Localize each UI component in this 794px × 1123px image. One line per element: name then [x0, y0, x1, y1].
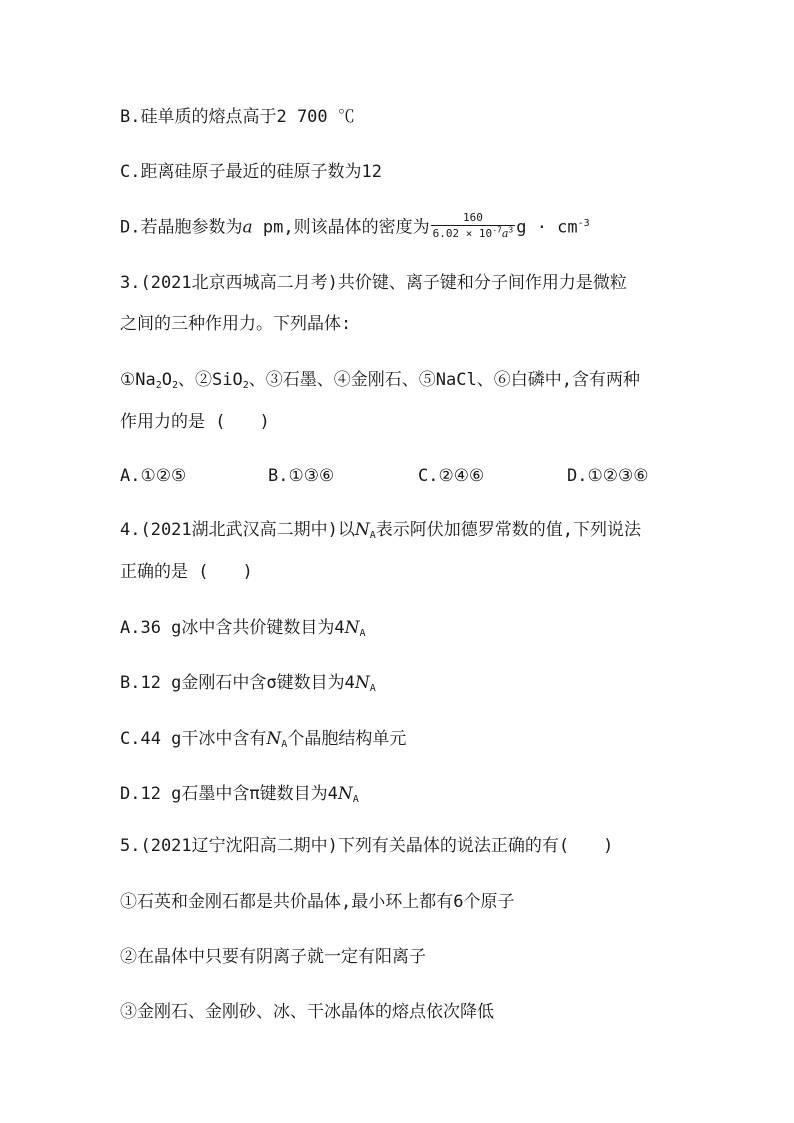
- q3-list-sub2: 2: [172, 380, 179, 391]
- unit-exponent: -3: [577, 217, 590, 229]
- q4-d-text: D.12 g石墨中含π键数目为4: [120, 784, 338, 804]
- q5-answer-paren: ( ): [558, 836, 614, 856]
- na-subscript: A: [352, 794, 359, 805]
- q4-c-prefix: C.44 g干冰中含有: [120, 729, 267, 749]
- q3-crystal-list: [120, 369, 640, 391]
- q4-answer-paren: ( ): [198, 562, 253, 582]
- unit-prefix: g · cm: [516, 217, 578, 238]
- q4-line1-suffix: 表示阿伏加德罗常数的值,下列说法: [375, 520, 642, 540]
- q4-line2-text: 正确的是: [120, 562, 188, 582]
- density-fraction: [431, 211, 516, 240]
- option-d: [120, 213, 590, 242]
- na-symbol: N: [354, 673, 370, 693]
- q3-list-part2: O: [161, 370, 172, 390]
- na-subscript: A: [359, 628, 366, 639]
- na-subscript: A: [369, 530, 376, 541]
- q3-list-part1: ①Na: [120, 370, 156, 390]
- q4-stem-line1: [120, 519, 641, 541]
- q4-option-a: [120, 617, 366, 639]
- q3-stem-line4: [120, 411, 270, 433]
- denominator-var: a: [501, 227, 509, 240]
- q5-stem-text: 5.(2021辽宁沈阳高二期中)下列有关晶体的说法正确的有: [120, 836, 559, 856]
- q3-choice-d: D.①②③⑥: [567, 466, 649, 486]
- q5-item-2: ②在晶体中只要有阴离子就一定有阳离子: [120, 947, 426, 967]
- fraction-numerator: 160: [431, 211, 516, 226]
- q4-b-text: B.12 g金刚石中含σ键数目为4: [120, 673, 355, 693]
- na-subscript: A: [369, 683, 376, 694]
- denominator-exponent: -7: [492, 225, 502, 235]
- q3-choice-a: A.①②⑤: [120, 466, 187, 486]
- denominator-var-exponent: 3: [508, 225, 514, 235]
- q3-list-sub3: 2: [242, 380, 249, 391]
- na-symbol: N: [354, 520, 370, 540]
- option-d-var-a: a: [242, 217, 253, 238]
- na-symbol: N: [344, 618, 360, 638]
- q4-option-b: [120, 672, 376, 694]
- q4-stem-line2: [120, 561, 253, 583]
- na-symbol: N: [337, 784, 353, 804]
- q5-stem: [120, 835, 613, 857]
- fraction-denominator: [431, 226, 516, 240]
- q3-choice-c: C.②④⑥: [418, 466, 485, 486]
- option-d-middle: pm,则该晶体的密度为: [252, 217, 430, 238]
- option-c: C.距离硅原子最近的硅原子数为12: [120, 162, 382, 182]
- q3-line4-text: 作用力的是: [120, 412, 205, 432]
- q5-item-3: ③金刚石、金刚砂、冰、干冰晶体的熔点依次降低: [120, 1002, 494, 1022]
- q4-option-c: [120, 728, 406, 750]
- q3-stem-line2: 之间的三种作用力。下列晶体:: [120, 314, 352, 334]
- q3-stem-line1: 3.(2021北京西城高二月考)共价键、离子键和分子间作用力是微粒: [120, 273, 627, 293]
- q3-list-part4: 、③石墨、④金刚石、⑤NaCl、⑥白磷中,含有两种: [248, 370, 640, 390]
- q4-a-text: A.36 g冰中含共价键数目为4: [120, 618, 345, 638]
- option-b: B.硅单质的熔点高于2 700 ℃: [120, 107, 355, 127]
- q3-answer-paren: ( ): [215, 412, 270, 432]
- q3-choice-b: B.①③⑥: [268, 466, 335, 486]
- q3-list-part3: 、②SiO: [178, 370, 243, 390]
- q4-line1-prefix: 4.(2021湖北武汉高二期中)以: [120, 520, 355, 540]
- option-d-prefix: D.若晶胞参数为: [120, 217, 243, 238]
- na-subscript: A: [281, 739, 288, 750]
- denominator-prefix: 6.02 × 10: [432, 227, 493, 240]
- q3-list-sub1: 2: [155, 380, 162, 391]
- na-symbol: N: [266, 729, 282, 749]
- q5-item-1: ①石英和金刚石都是共价晶体,最小环上都有6个原子: [120, 892, 515, 912]
- q4-option-d: [120, 783, 359, 805]
- q4-c-suffix: 个晶胞结构单元: [287, 729, 407, 749]
